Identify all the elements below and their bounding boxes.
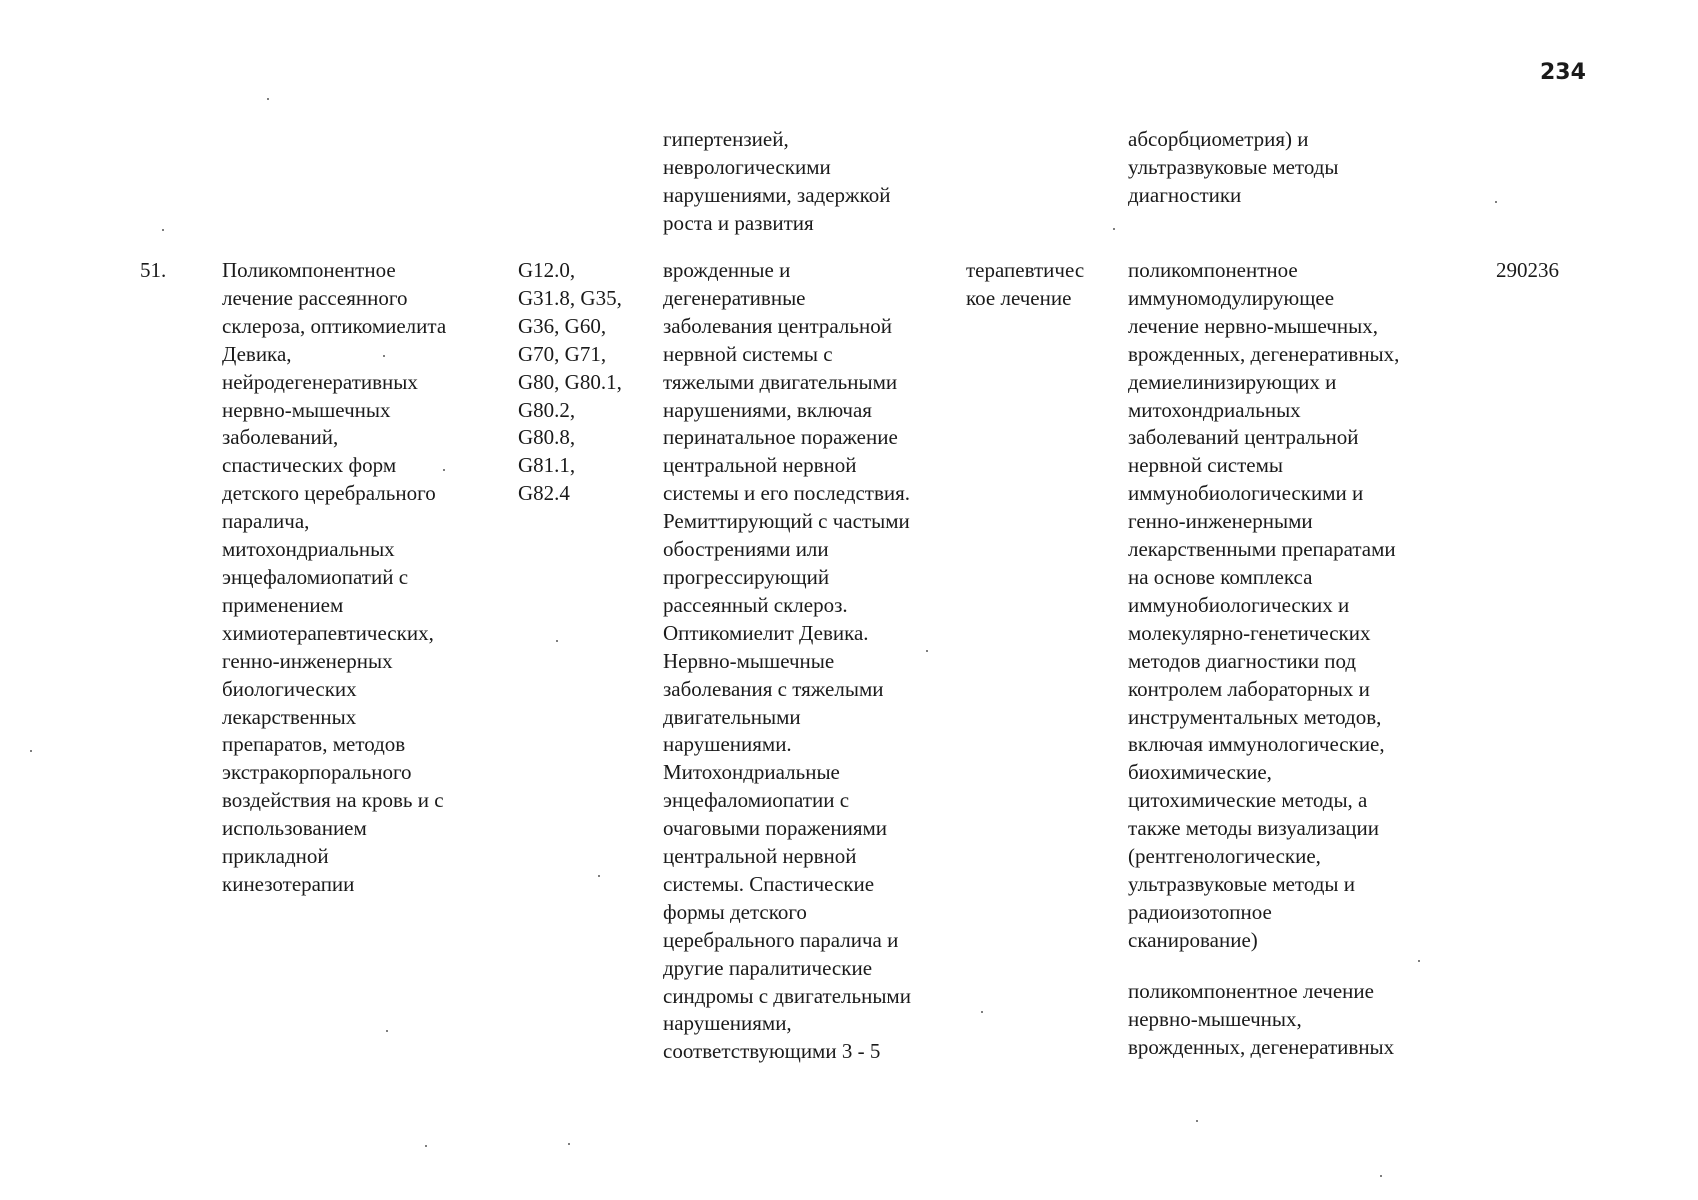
next-treatment-method: поликомпонентное лечение нервно-мышечных, врожденных, дегенеративных [1128,979,1395,1059]
scan-speck [1418,960,1420,962]
continued-method-text: абсорбциометрия) и ультразвуковые методы диагностики [1128,127,1339,207]
scan-speck [30,750,32,752]
scan-speck [568,1143,570,1145]
scan-speck [386,1030,388,1032]
treatment-method: поликомпонентное иммуномодулирующее лечение нервно-мышечных, врожденных, дегенеративных, демиелинизирующих и митохондриальных заболеваний центральной нервной системы иммунобиологическими и генно-инженерными лекарственными препаратами на основе комплекса иммунобиологических и молекулярно-генетических методов диагностики под контролем лабораторных и инструментальных методов, включая иммунологические, биохимические, цитохимические методы, а также методы визуализации (рентгенологические, ультразвуковые методы и радиоизотопное сканирование) [1128,258,1400,952]
scan-speck [981,1011,983,1013]
treatment-type: терапевтичес кое лечение [966,258,1085,310]
continued-model-text: гипертензией, неврологическими нарушениями, задержкой роста и развития [663,127,891,235]
patient-model: врожденные и дегенеративные заболевания центральной нервной системы с тяжелыми двигательными нарушениями, включая перинатальное поражение центральной нервной системы и его последствия. Ремиттирующий с частыми обострениями или прогрессирующий рассеянный склероз. Оптикомиелит Девика. Нервно-мышечные заболевания с тяжелыми двигательными нарушениями. Митохондриальные энцефаломиопатии с очаговыми поражениями центральной нервной системы. Спастические формы детского церебрального паралича и другие паралитические синдромы с двигательными нарушениями, соответствующими 3 - 5 [663,258,911,1064]
scan-speck [443,469,445,471]
page-number: 234 [1540,60,1586,85]
cost-norm: 290236 [1496,258,1559,282]
treatment-name: Поликомпонентное лечение рассеянного склероза, оптикомиелита Девика, нейродегенеративных нервно-мышечных заболеваний, спастических форм детского церебрального паралича, митохондриальных энцефаломиопатий с применением химиотерапевтических, генно-инженерных биологических лекарственных препаратов, методов экстракорпорального воздействия на кровь и с использованием прикладной кинезотерапии [222,258,447,896]
scan-speck [1495,201,1497,203]
scan-speck [425,1145,427,1147]
scan-speck [926,650,928,652]
scan-speck [1113,228,1115,230]
icd-codes: G12.0, G31.8, G35, G36, G60, G70, G71, G80, G80.1, G80.2, G80.8, G81.1, G82.4 [518,258,622,506]
scan-speck [162,229,164,231]
scan-speck [556,640,558,642]
scan-speck [598,875,600,877]
scan-speck [383,355,385,357]
scan-speck [267,98,269,100]
scan-speck [1196,1120,1198,1122]
row-number: 51. [140,258,167,282]
scan-speck [1380,1175,1382,1177]
